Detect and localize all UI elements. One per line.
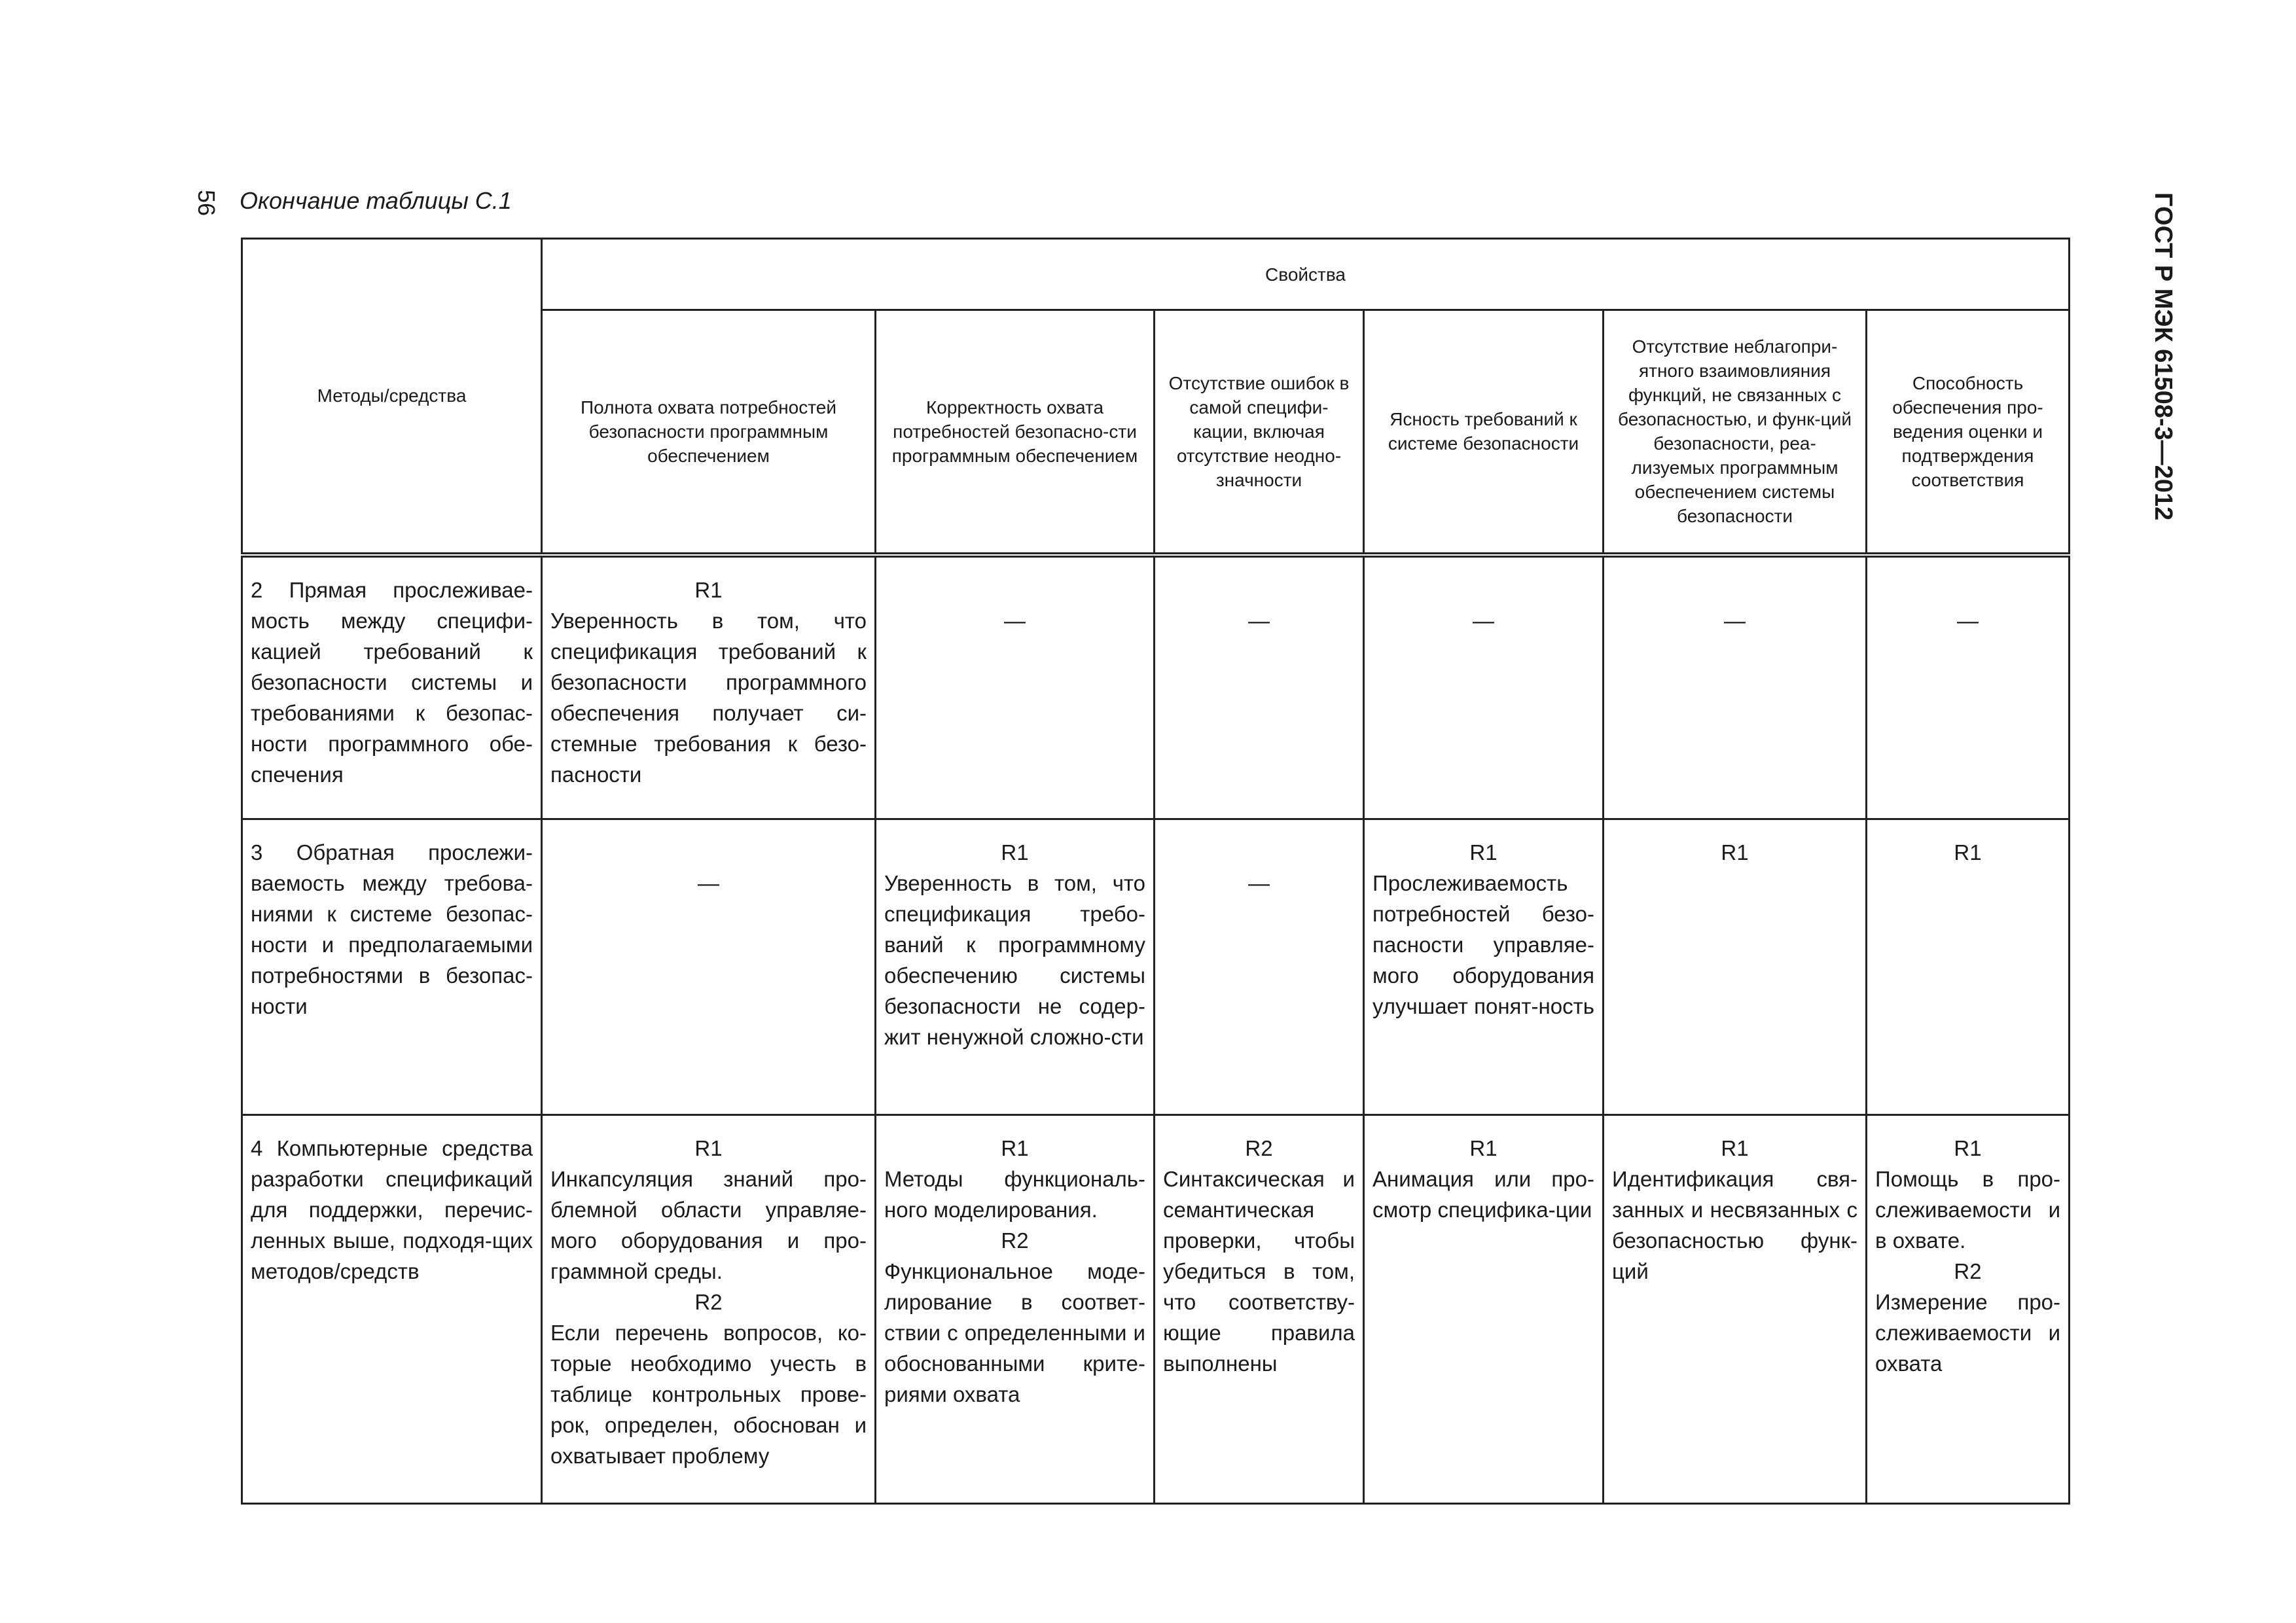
rating-text: Инкапсуляция знаний про-блемной области управляе-мого оборудования и про-граммной среды. bbox=[550, 1167, 867, 1283]
header-properties: Свойства bbox=[542, 239, 2070, 310]
rating-text: Анимация или про-смотр специфика-ции bbox=[1372, 1167, 1594, 1222]
rating-label: R1 bbox=[1469, 1136, 1498, 1160]
rating-label: R1 bbox=[1954, 1136, 1982, 1160]
table-row bbox=[242, 555, 2070, 819]
rating-label: R1 bbox=[694, 1136, 723, 1160]
dash-mark: — bbox=[698, 871, 719, 895]
properties-table bbox=[241, 238, 2070, 1505]
rating-label: R1 bbox=[1721, 840, 1749, 865]
method-text: 3 Обратная прослежи-ваемость между требова-ниями к системе безопас-ности и предполагаемыми потребностями в безопас-ности bbox=[251, 840, 533, 1018]
table-row bbox=[242, 819, 2070, 1115]
method-cell bbox=[242, 555, 542, 819]
dash-mark: — bbox=[1473, 608, 1494, 633]
rating-label: R2 bbox=[1001, 1228, 1029, 1253]
rating-text: Измерение про-слеживаемости и охвата bbox=[1875, 1290, 2061, 1376]
property-cell bbox=[542, 819, 876, 1115]
rating-label: R1 bbox=[1954, 840, 1982, 865]
rating-label: R2 bbox=[694, 1290, 723, 1314]
property-cell bbox=[542, 555, 876, 819]
property-cell bbox=[1364, 1115, 1604, 1504]
page-number: 56 bbox=[193, 190, 220, 217]
dash-mark: — bbox=[1957, 608, 1979, 633]
property-cell bbox=[876, 555, 1155, 819]
property-cell bbox=[1364, 555, 1604, 819]
header-col-2: Корректность охвата потребностей безопасно-сти программным обеспечением bbox=[876, 310, 1155, 555]
method-text: 4 Компьютерные средства разработки спецификаций для поддержки, перечис-ленных выше, подходя-щих методов/средств bbox=[251, 1136, 533, 1283]
rating-label: R1 bbox=[694, 577, 723, 602]
rating-text: Функциональное моде-лирование в соответ-ствии с определенными и обоснованными крите-риями охвата bbox=[884, 1259, 1145, 1406]
property-cell bbox=[542, 1115, 876, 1504]
property-cell bbox=[1604, 555, 1867, 819]
property-cell bbox=[1867, 819, 2070, 1115]
rating-text: Прослеживаемость потребностей безо-пасности управляе-мого оборудования улучшает понят-ность bbox=[1372, 871, 1594, 1018]
property-cell bbox=[1155, 1115, 1364, 1504]
property-cell bbox=[1155, 819, 1364, 1115]
method-cell bbox=[242, 1115, 542, 1504]
property-cell bbox=[876, 1115, 1155, 1504]
dash-mark: — bbox=[1004, 608, 1026, 633]
table-body bbox=[242, 555, 2070, 1504]
method-text: 2 Прямая прослеживае-мость между специфи-кацией требований к безопасности системы и требованиями к безопас-ности программного обе-спечения bbox=[251, 577, 533, 787]
table-caption: Окончание таблицы С.1 bbox=[240, 187, 512, 214]
property-cell bbox=[876, 819, 1155, 1115]
rating-label: R1 bbox=[1469, 840, 1498, 865]
rating-label: R2 bbox=[1954, 1259, 1982, 1283]
dash-mark: — bbox=[1248, 871, 1270, 895]
rating-text: Методы функциональ-ного моделирования. bbox=[884, 1167, 1145, 1222]
property-cell bbox=[1867, 555, 2070, 819]
property-cell bbox=[1604, 1115, 1867, 1504]
header-methods: Методы/средства bbox=[242, 239, 542, 555]
property-cell bbox=[1155, 555, 1364, 819]
rating-label: R1 bbox=[1001, 840, 1029, 865]
header-col-6: Способность обеспечения про-ведения оценки и подтверждения соответствия bbox=[1867, 310, 2070, 555]
property-cell bbox=[1867, 1115, 2070, 1504]
rating-text: Идентификация свя-занных и несвязанных с безопасностью функ-ций bbox=[1612, 1167, 1857, 1283]
rating-text: Уверенность в том, что спецификация требо-ваний к программному обеспечению системы безопасности не содер-жит ненужной сложно-сти bbox=[884, 871, 1145, 1049]
header-col-1: Полнота охвата потребностей безопасности программным обеспечением bbox=[542, 310, 876, 555]
rating-text: Уверенность в том, что спецификация требований к безопасности программного обеспечения получает си-стемные требования к безо-пасности bbox=[550, 608, 867, 787]
rating-label: R2 bbox=[1245, 1136, 1273, 1160]
rating-label: R1 bbox=[1721, 1136, 1749, 1160]
rating-text: Синтаксическая и семантическая проверки, чтобы убедиться в том, что соответству-ющие правила выполнены bbox=[1163, 1167, 1355, 1376]
rating-label: R1 bbox=[1001, 1136, 1029, 1160]
method-cell bbox=[242, 819, 542, 1115]
rating-text: Помощь в про-слеживаемости и в охвате. bbox=[1875, 1167, 2061, 1253]
property-cell bbox=[1364, 819, 1604, 1115]
standard-label: ГОСТ Р МЭК 61508-3—2012 bbox=[2149, 192, 2177, 521]
rating-text: Если перечень вопросов, ко-торые необходимо учесть в таблице контрольных прове-рок, определен, обоснован и охватывает проблему bbox=[550, 1321, 867, 1468]
property-cell bbox=[1604, 819, 1867, 1115]
header-col-5: Отсутствие неблагопри-ятного взаимовлияния функций, не связанных с безопасностью, и функ-ций безопасности, реа-лизуемых программным обеспечением системы безопасности bbox=[1604, 310, 1867, 555]
dash-mark: — bbox=[1724, 608, 1746, 633]
header-col-4: Ясность требований к системе безопасности bbox=[1364, 310, 1604, 555]
table-row bbox=[242, 1115, 2070, 1504]
header-col-3: Отсутствие ошибок в самой специфи-кации, включая отсутствие неодно-значности bbox=[1155, 310, 1364, 555]
dash-mark: — bbox=[1248, 608, 1270, 633]
